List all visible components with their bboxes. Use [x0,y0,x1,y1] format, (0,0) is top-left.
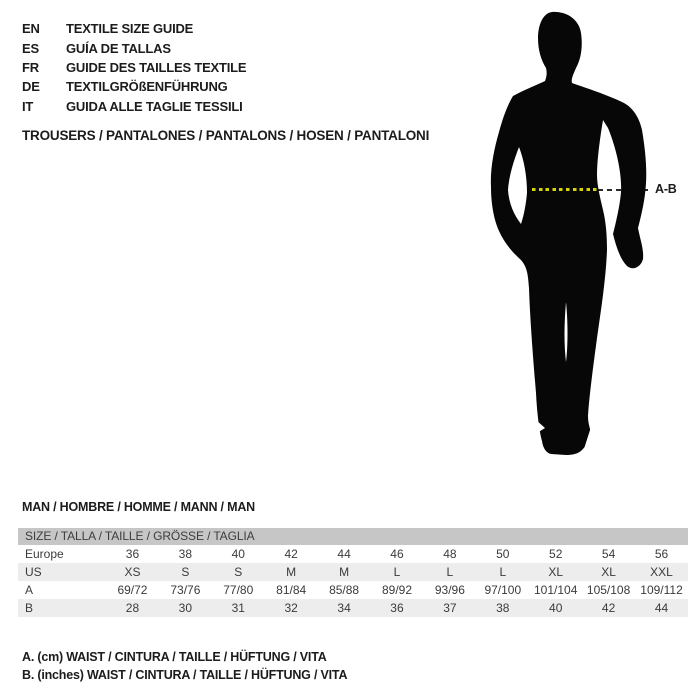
waist-measure-dotted-line [532,188,599,191]
size-cell: M [339,565,350,579]
size-cell: 46 [390,547,404,561]
size-cell: 38 [496,601,510,615]
size-cell: 38 [178,547,193,561]
footnote: A. (cm) WAIST / CINTURA / TAILLE / HÜFTUNG / VITA [22,650,327,664]
language-code: ES [22,40,39,56]
size-cell: 69/72 [117,583,148,597]
size-cell: 44 [654,601,669,615]
language-label: GUÍA DE TALLAS [66,40,171,56]
man-silhouette-path [491,12,646,455]
size-cell: XS [124,565,141,579]
size-cell: 34 [337,601,351,615]
size-cell: L [499,565,507,579]
size-cell: 105/108 [586,583,631,597]
language-code: FR [22,59,39,75]
row-label: A [25,583,34,597]
footnotes [22,648,347,684]
language-label: TEXTILGRÖßENFÜHRUNG [66,79,228,95]
size-cell: 109/112 [640,583,683,597]
row-label: B [25,601,34,615]
size-cell: XXL [650,565,673,579]
product-heading: TROUSERS / PANTALONES / PANTALONS / HOSEN / PANTALONI [22,128,430,143]
size-cell: XL [601,565,616,579]
table-row [18,563,688,581]
size-table-body [18,545,688,617]
size-cell: 40 [549,601,563,615]
size-cell: 85/88 [329,583,360,597]
size-cell: 56 [654,547,669,561]
size-cell: 73/76 [170,583,201,597]
size-cell: 40 [231,547,245,561]
language-code: IT [22,98,34,114]
size-cell: 37 [443,601,457,615]
row-label: Europe [25,547,64,561]
language-label: GUIDE DES TAILLES TEXTILE [66,59,247,75]
size-cell: 42 [601,601,616,615]
size-cell: 44 [337,547,351,561]
size-cell: M [286,565,297,579]
footnote: B. (inches) WAIST / CINTURA / TAILLE / HÜFTUNG / VITA [22,668,348,682]
size-cell: L [446,565,454,579]
size-table-header: SIZE / TALLA / TAILLE / GRÖSSE / TAGLIA [18,528,688,545]
size-cell: S [234,565,243,579]
size-cell: 81/84 [276,583,307,597]
size-cell: 42 [284,547,298,561]
size-cell: L [393,565,401,579]
table-row [18,545,688,563]
size-cell: XL [548,565,564,579]
language-label: TEXTILE SIZE GUIDE [66,21,194,37]
size-cell: 28 [125,601,140,615]
size-cell: 36 [125,547,140,561]
language-label: GUIDA ALLE TAGLIE TESSILI [66,98,243,114]
size-cell: 93/96 [434,583,465,597]
size-cell: 52 [549,547,563,561]
size-cell: 89/92 [381,583,412,597]
man-silhouette [470,0,700,470]
size-cell: 32 [284,601,298,615]
size-cell: 101/104 [534,583,578,597]
measure-label: A-B [655,182,677,196]
language-code: DE [22,79,40,95]
table-row [18,581,688,599]
size-cell: 36 [390,601,404,615]
size-cell: 50 [496,547,510,561]
language-code: EN [22,21,40,37]
size-cell: 77/80 [223,583,254,597]
size-cell: 48 [443,547,457,561]
size-cell: 30 [178,601,193,615]
size-cell: 31 [231,601,245,615]
size-table [18,528,688,617]
size-cell: 97/100 [484,583,522,597]
row-label: US [25,565,42,579]
table-row [18,599,688,617]
section-heading: MAN / HOMBRE / HOMME / MANN / MAN [22,500,255,514]
size-cell: 54 [601,547,616,561]
size-cell: S [181,565,190,579]
